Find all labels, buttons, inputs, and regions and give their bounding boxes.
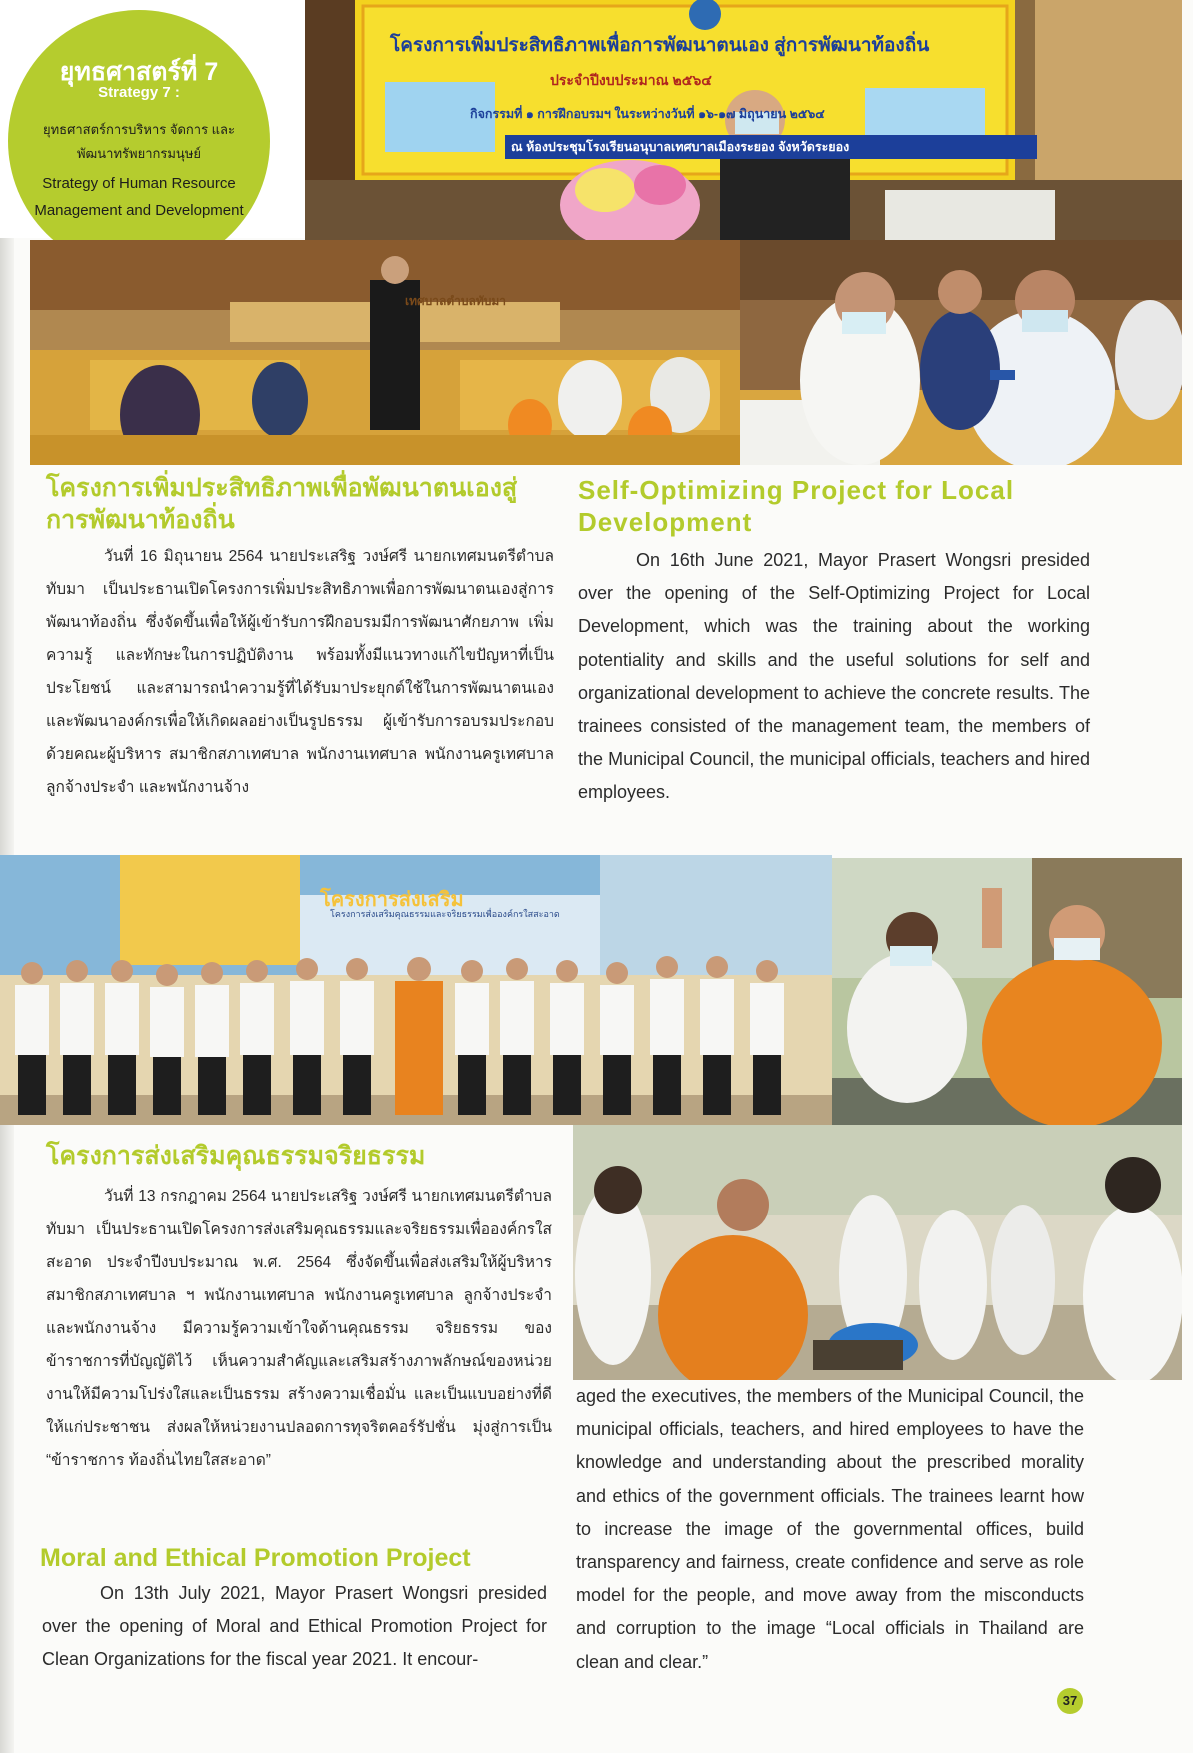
photo-attendees [740, 240, 1182, 465]
group-banner-title: โครงการส่งเสริม [320, 889, 464, 911]
photo-training-hall [30, 240, 740, 465]
badge-desc-en: Strategy of Human Resource Management and Development [34, 175, 244, 219]
section2-heading-th: โครงการส่งเสริมคุณธรรมจริยธรรม [46, 1142, 426, 1170]
strategy-badge [8, 10, 270, 272]
section2-body-en-part2: aged the executives, the members of the Municipal Council, the municipal officials, teachers, and hired employees to have the knowledge and understanding about the prescribed morality and ethics of the government officials. The trainees learnt how to increase the image of the governmental offices, build transparency and fairness, create confidence and serve as role model for the people, and move away from the misconducts and corruption to the image “Local officials in Thailand are clean and clear.” [576, 1386, 1084, 1672]
group-banner-subtitle: โครงการส่งเสริมคุณธรรมและจริยธรรมเพื่อองค์กรใสสะอาด [330, 909, 560, 919]
section1-heading-en: Self-Optimizing Project for Local Development [578, 475, 1015, 537]
badge-title-th: ยุทธศาสตร์ที่ 7 [59, 58, 219, 86]
section2-body-th: วันที่ 13 กรกฎาคม 2564 นายประเสริฐ วงษ์ศรี นายกเทศมนตรีตำบลทับมา เป็นประธานเปิดโครงการส่งเสริมคุณธรรมและจริยธรรมเพื่อองค์กรใสสะอาด ประจำปีงบประมาณ พ.ศ. 2564 ซึ่งจัดขึ้นเพื่อส่งเสริมให้ผู้บริหาร สมาชิกสภาเทศบาล ฯ พนักงานเทศบาล พนักงานครูเทศบาล ลูกจ้างประจำ และพนักงานจ้าง มีความรู้ความเข้าใจด้านคุณธรรม จริยธรรม ของข้าราชการที่บัญญัติไว้ เห็นความสำคัญและเสริมสร้างภาพลักษณ์ของหน่วยงานให้มีความโปร่งใสและเป็นธรรม สร้างความเชื่อมั่น และเป็นแบบอย่างที่ดีให้แก่ประชาชน ส่งผลให้หน่วยงานปลอดการทุจริตคอร์รัปชั่น มุ่งสู่การเป็น “ข้าราชการ ท้องถิ่นไทยใสสะอาด” [46, 1188, 552, 1469]
photo-monk-speaking [832, 858, 1182, 1125]
page-number: 37 [1057, 1688, 1083, 1714]
banner-line-2: ประจำปีงบประมาณ ๒๕๖๔ [550, 72, 712, 88]
section2-heading-en: Moral and Ethical Promotion Project [40, 1544, 471, 1572]
banner-line-4: ณ ห้องประชุมโรงเรียนอนุบาลเทศบาลเมืองระยอง จังหวัดระยอง [505, 135, 1037, 159]
badge-title-en: Strategy 7 : [98, 84, 180, 101]
photo-group-stage [0, 855, 832, 1125]
stage-sign: เทศบาลตำบลทับมา [405, 294, 507, 308]
section1-body-en: On 16th June 2021, Mayor Prasert Wongsri presided over the opening of the Self-Optimizing Project for Local Development, which was the training about the working potentiality and skills and the useful solutions for self and organizational development to achieve the concrete results. The trainees consisted of the management team, the members of the Municipal Council, the municipal officials, teachers and hired employees. [578, 550, 1090, 803]
strategy-badge-card [0, 0, 305, 238]
banner-line-3: กิจกรรมที่ ๑ การฝึกอบรมฯ ในระหว่างวันที่ ๑๖-๑๗ มิถุนายน ๒๕๖๔ [470, 107, 825, 121]
section2-body-en-part1: On 13th July 2021, Mayor Prasert Wongsri presided over the opening of Moral and Ethical Promotion Project for Clean Organizations for the fiscal year 2021. It encour- [42, 1583, 547, 1670]
photo-ceremony-outdoor [573, 1125, 1182, 1380]
photo-opening-speech [305, 0, 1182, 240]
badge-desc-th: ยุทธศาสตร์การบริหาร จัดการ และพัฒนาทรัพยากรมนุษย์ [42, 122, 236, 161]
section1-heading-th: โครงการเพิ่มประสิทธิภาพเพื่อพัฒนาตนเองสู่การพัฒนาท้องถิ่น [46, 474, 518, 534]
banner-line-1: โครงการเพิ่มประสิทธิภาพเพื่อการพัฒนาตนเอง สู่การพัฒนาท้องถิ่น [390, 35, 930, 56]
section1-body-th: วันที่ 16 มิถุนายน 2564 นายประเสริฐ วงษ์ศรี นายกเทศมนตรีตำบลทับมา เป็นประธานเปิดโครงการเพิ่มประสิทธิภาพเพื่อการพัฒนาตนเองสู่การพัฒนาท้องถิ่น ซึ่งจัดขึ้นเพื่อให้ผู้เข้ารับการฝึกอบรมมีการพัฒนาศักยภาพ เพิ่มความรู้ และทักษะในการปฏิบัติงาน พร้อมทั้งมีแนวทางแก้ไขปัญหาที่เป็นประโยชน์ และสามารถนำความรู้ที่ได้รับมาประยุกต์ใช้ในการพัฒนาตนเองและพัฒนาองค์กรเพื่อให้เกิดผลอย่างเป็นรูปธรรม ผู้เข้ารับการอบรมประกอบด้วยคณะผู้บริหาร สมาชิกสภาเทศบาล พนักงานเทศบาล พนักงานครูเทศบาล ลูกจ้างประจำ และพนักงานจ้าง [46, 548, 554, 796]
